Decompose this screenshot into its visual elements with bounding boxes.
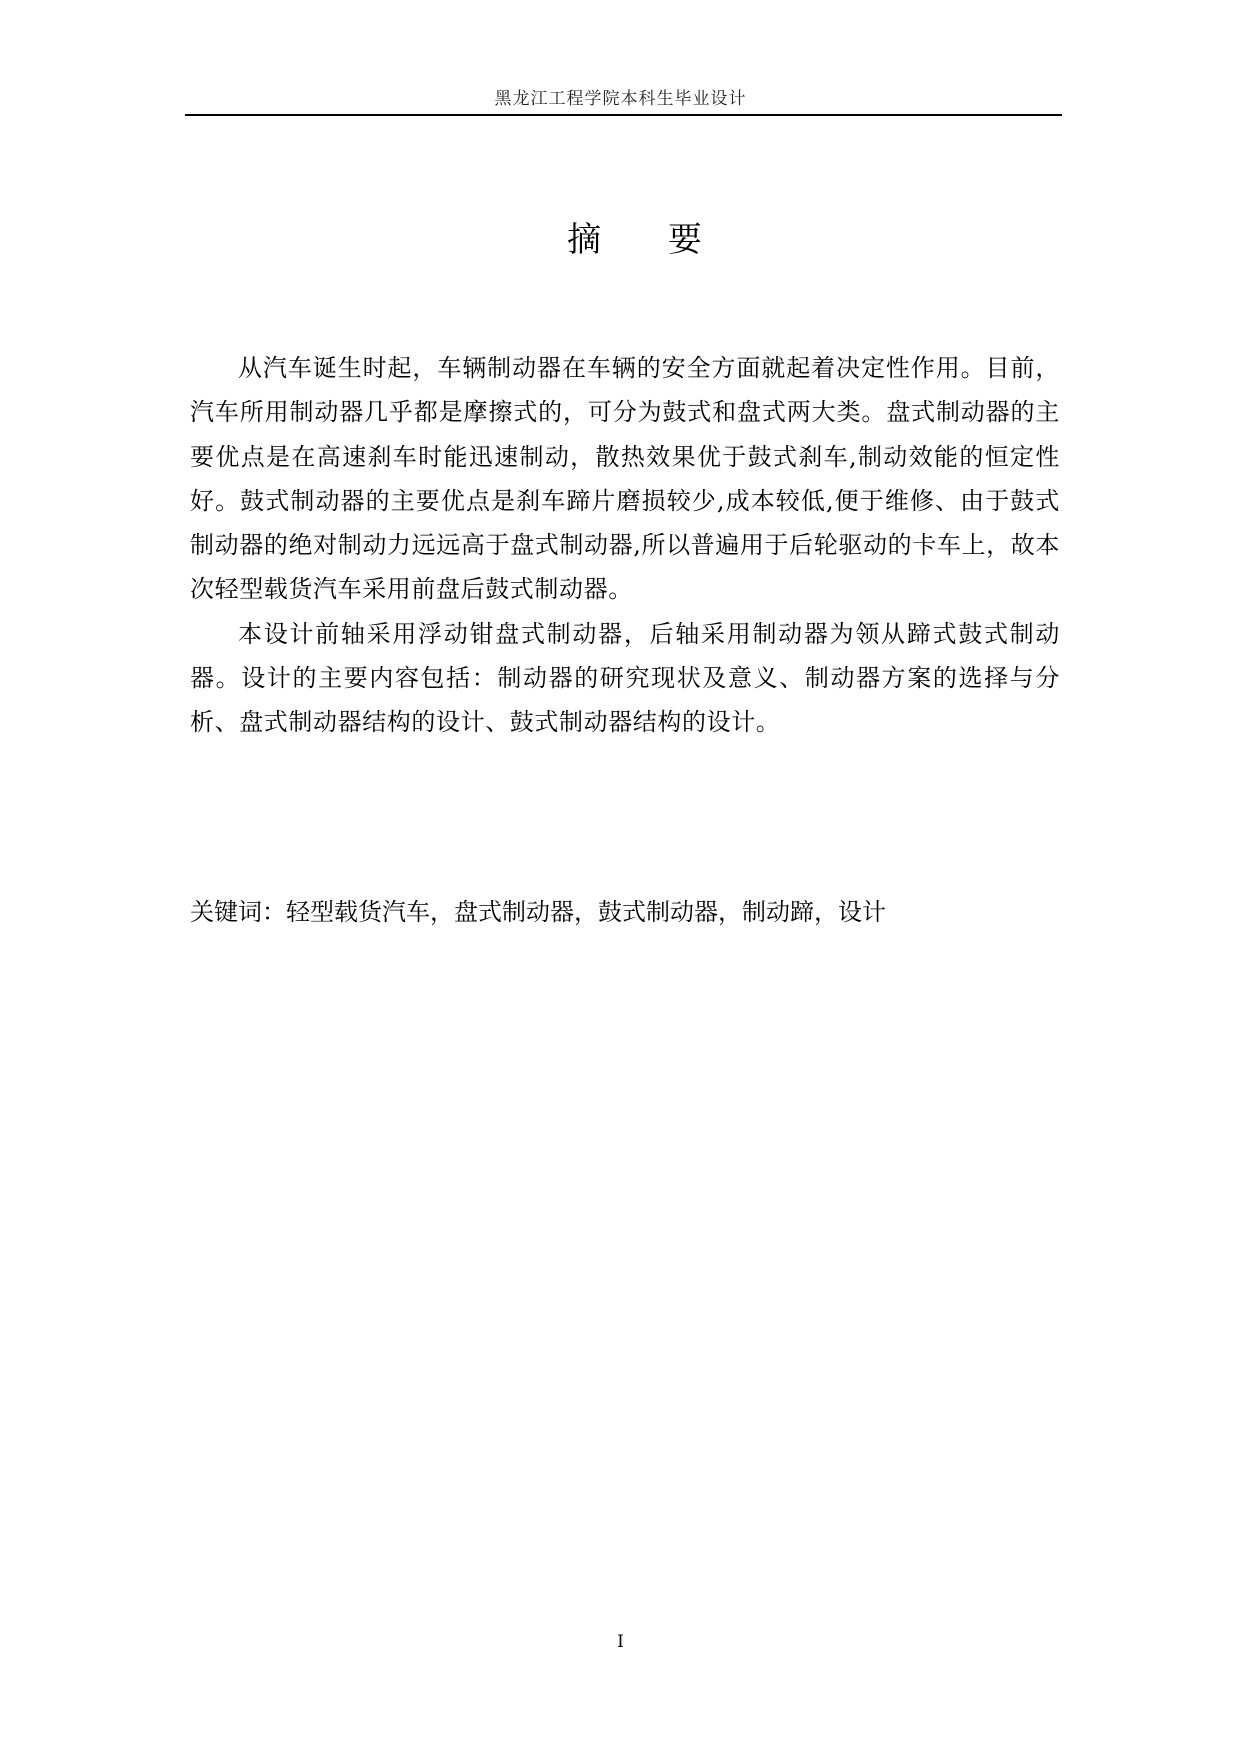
header-rule (185, 114, 1062, 116)
page-number: I (617, 1632, 624, 1652)
abstract-paragraph-2: 本设计前轴采用浮动钳盘式制动器，后轴采用制动器为领从蹄式鼓式制动器。设计的主要内容包括：制动器的研究现状及意义、制动器方案的选择与分析、盘式制动器结构的设计、鼓式制动器结构的设计。 (190, 619, 1060, 737)
keywords-line (190, 896, 886, 928)
running-header: 黑龙江工程学院本科生毕业设计 (494, 89, 747, 109)
abstract-body (190, 346, 1060, 745)
keywords-text: 轻型载货汽车，盘式制动器，鼓式制动器，制动蹄，设计 (286, 898, 886, 926)
keywords-label: 关键词： (190, 898, 286, 926)
abstract-paragraph-1: 从汽车诞生时起，车辆制动器在车辆的安全方面就起着决定性作用。目前，汽车所用制动器几乎都是摩擦式的，可分为鼓式和盘式两大类。盘式制动器的主要优点是在高速刹车时能迅速制动，散热效果优于鼓式刹车,制动效能的恒定性好。鼓式制动器的主要优点是刹车蹄片磨损较少,成本较低,便于维修、由于鼓式制动器的绝对制动力远远高于盘式制动器,所以普遍用于后轮驱动的卡车上，故本次轻型载货汽车采用前盘后鼓式制动器。 (190, 354, 1060, 604)
page-title: 摘 要 (567, 220, 730, 260)
